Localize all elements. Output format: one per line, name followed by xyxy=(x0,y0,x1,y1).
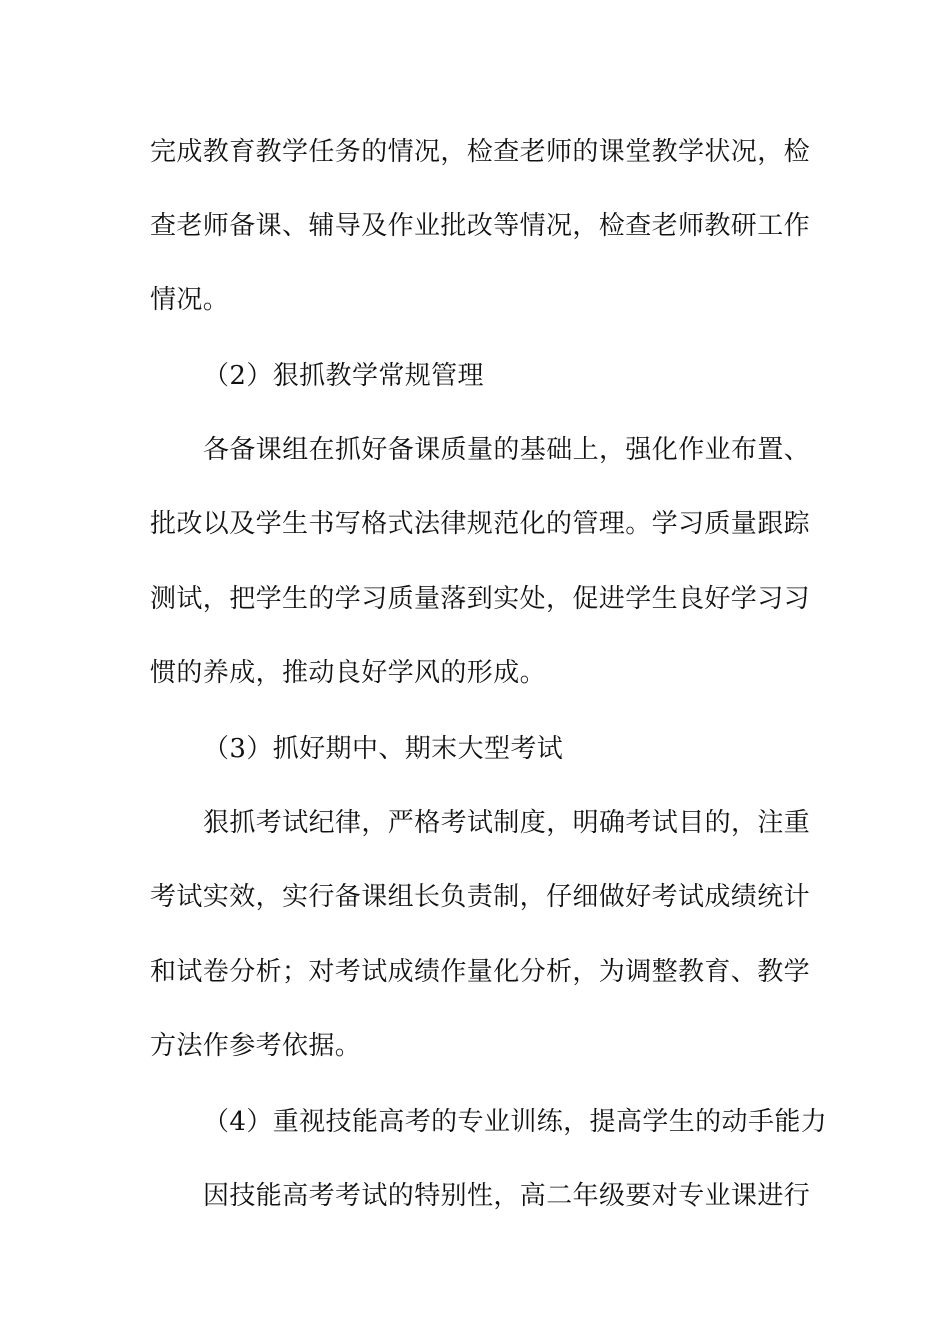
section-heading: （4）重视技能高考的专业训练，提高学生的动手能力 xyxy=(203,1107,828,1137)
text-line: 方法作参考依据。 xyxy=(150,1031,362,1061)
text-line: 测试，把学生的学习质量落到实处，促进学生良好学习习 xyxy=(150,584,811,614)
text-line: 情况。 xyxy=(150,285,230,315)
section-heading: （2）狠抓教学常规管理 xyxy=(203,361,484,391)
paragraph-first-line: 狠抓考试纪律，严格考试制度，明确考试目的，注重 xyxy=(203,808,811,838)
text-line: 完成教育教学任务的情况，检查老师的课堂教学状况，检 xyxy=(150,137,811,167)
text-line: 考试实效，实行备课组长负责制，仔细做好考试成绩统计 xyxy=(150,882,811,912)
section-heading: （3）抓好期中、期末大型考试 xyxy=(203,734,564,764)
text-line: 惯的养成，推动良好学风的形成。 xyxy=(150,658,547,688)
paragraph-first-line: 各备课组在抓好备课质量的基础上，强化作业布置、 xyxy=(203,435,811,465)
text-line: 批改以及学生书写格式法律规范化的管理。学习质量跟踪 xyxy=(150,509,811,539)
text-line: 和试卷分析；对考试成绩作量化分析，为调整教育、教学 xyxy=(150,957,811,987)
paragraph-first-line: 因技能高考考试的特别性，高二年级要对专业课进行 xyxy=(203,1181,811,1211)
text-line: 查老师备课、辅导及作业批改等情况，检查老师教研工作 xyxy=(150,211,811,241)
